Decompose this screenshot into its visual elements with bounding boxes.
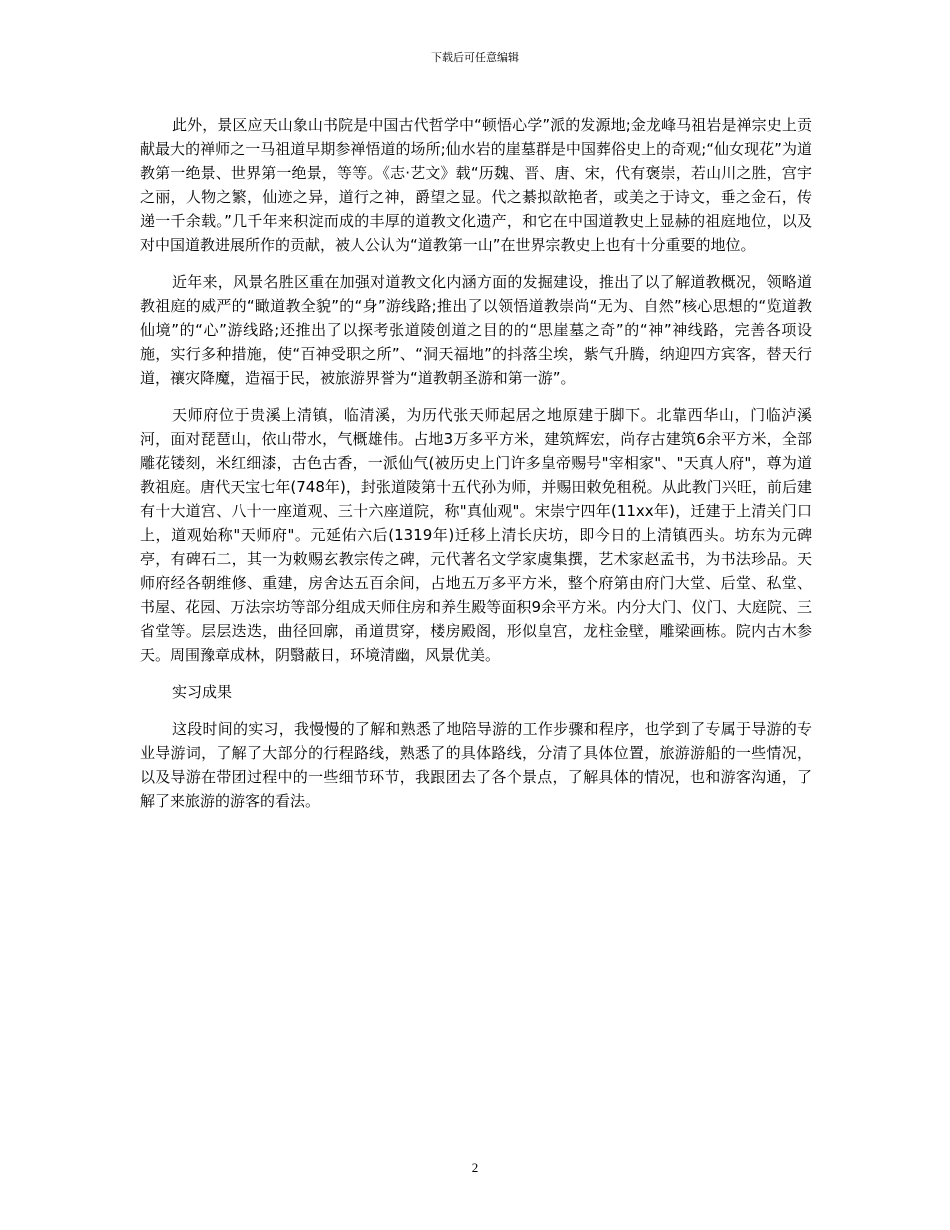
paragraph-recent-development: 近年来，风景名胜区重在加强对道教文化内涵方面的发掘建设，推出了以了解道教概况，领略道教祖庭的威严的“瞰道教全貌”的“身”游线路;推出了以领悟道教崇尚“无为、自然”核心思想的“览道教仙境”的“心”游线路;还推出了以探考张道陵创道之目的的“思崖墓之奇”的“神”神线路，完善各项设施，实行多种措施，使“百神受职之所”、“洞天福地”的抖落尘埃，紫气升腾，纳迎四方宾客，替天行道，禳灾降魔，造福于民，被旅游界誉为“道教朝圣游和第一游”。: [140, 273, 812, 387]
page-header: 下载后可任意编辑: [431, 51, 519, 64]
paragraph-internship-results: 这段时间的实习，我慢慢的了解和熟悉了地陪导游的工作步骤和程序，也学到了专属于导游的专业导游词，了解了大部分的行程路线，熟悉了的具体路线，分清了具体位置，旅游游船的一些情况，以及导游在带团过程中的一些细节环节，我跟团去了各个景点，了解具体的情况，也和游客沟通，了解了来旅游的游客的看法。: [140, 720, 812, 810]
section-heading-internship-results: 实习成果: [172, 683, 233, 701]
document-body: [140, 113, 812, 813]
paragraph-scenic-attractions: 此外，景区应天山象山书院是中国古代哲学中“顿悟心学”派的发源地;金龙峰马祖岩是禅宗史上贡献最大的禅师之一马祖道早期参禅悟道的场所;仙水岩的崖墓群是中国葬俗史上的奇观;“仙女现花”为道教第一绝景、世界第一绝景，等等。《志·艺文》载“历魏、晋、唐、宋，代有褒崇，若山川之胜，宫宇之丽，人物之繁，仙迹之异，道行之神，爵望之显。代之綦拟歆艳者，或美之于诗文，垂之金石，传递一千余载。”几千年来积淀而成的丰厚的道教文化遗产，和它在中国道教史上显赫的祖庭地位，以及对中国道教进展所作的贡献，被人公认为“道教第一山”在世界宗教史上也有十分重要的地位。: [140, 116, 812, 254]
page-number: 2: [471, 1160, 479, 1175]
paragraph-tianshi-mansion: 天师府位于贵溪上清镇，临清溪，为历代张天师起居之地原建于脚下。北靠西华山，门临泸溪河，面对琵琶山，依山带水，气概雄伟。占地3万多平方米，建筑辉宏，尚存古建筑6余平方米，全部雕花镂刻，米红细漆，古色古香，一派仙气(被历史上门许多皇帝赐号"宰相家"、"天真人府"，尊为道教祖庭。唐代天宝七年(748年)，封张道陵第十五代孙为师，并赐田敕免租税。从此教门兴旺，前后建有十大道宫、八十一座道观、三十六座道院，称"真仙观"。宋崇宁四年(11xx年)，迁建于上清关门口上，道观始称"天师府"。元延佑六后(1319年)迁移上清长庆坊，即今日的上清镇西头。坊东为元碑亭，有碑石二，其一为敕赐玄教宗传之碑，元代著名文学家虞集撰，艺术家赵孟书，为书法珍品。天师府经各朝维修、重建，房舍达五百余间，占地五万多平方米，整个府第由府门大堂、后堂、私堂、书屋、花园、万法宗坊等部分组成天师住房和养生殿等面积9余平方米。内分大门、仪门、大庭院、三省堂等。层层迭迭，曲径回廓，甬道贯穿，楼房殿阁，形似皇宫，龙柱金壁，雕梁画栋。院内古木参天。周围豫章成林，阴翳蔽日，环境清幽，风景优美。: [140, 406, 812, 664]
